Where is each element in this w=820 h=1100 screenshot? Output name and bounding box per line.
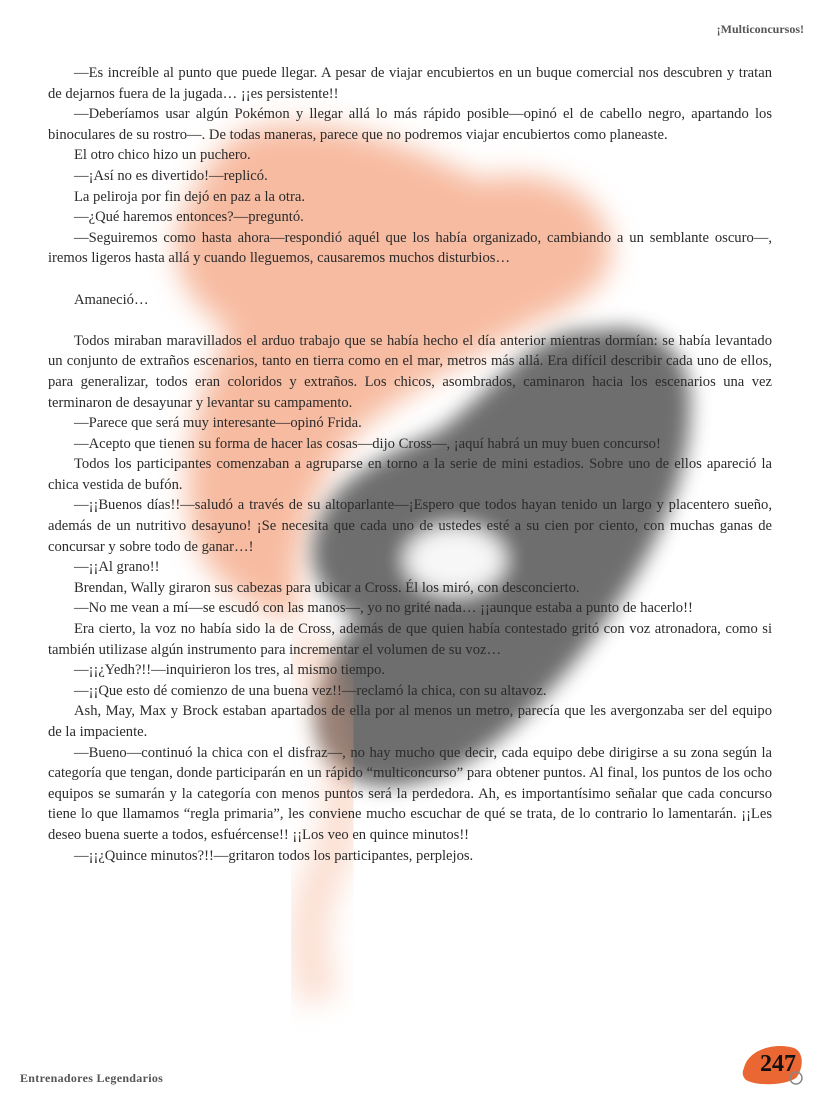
body-text: [48, 63, 772, 866]
paragraph: Ash, May, Max y Brock estaban apartados de ella por al menos un metro, parecía que les avergonzaba ser del equipo de la impaciente.: [48, 703, 772, 740]
paragraph: —Acepto que tienen su forma de hacer las cosas—dijo Cross—, ¡aquí habrá un muy buen concurso!: [74, 435, 661, 452]
paragraph: —¡Así no es divertido!—replicó.: [74, 167, 268, 184]
paragraph: —¡¡¿Yedh?!!—inquirieron los tres, al mismo tiempo.: [74, 662, 386, 679]
paragraph: Todos los participantes comenzaban a agruparse en torno a la serie de mini estadios. Sobre uno de ellos apareció la chica vestida de bufón.: [48, 456, 772, 493]
running-header: ¡Multiconcursos!: [716, 22, 804, 36]
paragraph: —Es increíble al punto que puede llegar. A pesar de viajar encubiertos en un buque comercial nos descubren y tratan de dejarnos fuera de la jugada… ¡¡es persistente!!: [48, 65, 772, 102]
paragraph: —¡¡Buenos días!!—saludó a través de su altoparlante—¡Espero que todos hayan tenido un largo y placentero sueño, además de un nutritivo desayuno! ¡Se necesita que cada uno de ustedes esté a su cien por ciento, con muchas ganas de concursar y sobre todo de ganar…!: [48, 497, 772, 555]
paragraph: —¡¡Que esto dé comienzo de una buena vez!!—reclamó la chica, con su altavoz.: [74, 682, 547, 699]
paragraph: Era cierto, la voz no había sido la de Cross, además de que quien había contestado gritó con voz atronadora, como si también utilizase algún instrumento para incrementar el volumen de su voz…: [48, 621, 772, 658]
running-footer: Entrenadores Legendarios: [20, 1071, 164, 1085]
page-number: 247: [760, 1051, 796, 1077]
scene-break-paragraph: Amaneció…: [74, 291, 149, 308]
paragraph: —Seguiremos como hasta ahora—respondió aquél que los había organizado, cambiando a un semblante oscuro—, iremos ligeros hasta allá y cuando lleguemos, causaremos muchos disturbios…: [48, 229, 772, 267]
paragraph: —¡¡¿Quince minutos?!!—gritaron todos los participantes, perplejos.: [74, 847, 474, 864]
paragraph: —Deberíamos usar algún Pokémon y llegar allá lo más rápido posible—opinó el de cabello negro, apartando los binoculares de su rostro—. De todas maneras, parece que no podremos viajar encubiertos como planeaste.: [48, 106, 772, 143]
paragraph: La peliroja por fin dejó en paz a la otra.: [74, 188, 305, 205]
paragraph: —No me vean a mí—se escudó con las manos—, yo no grité nada… ¡¡aunque estaba a punto de hacerlo!!: [74, 600, 693, 617]
paragraph: —Bueno—continuó la chica con el disfraz—, no hay mucho que decir, cada equipo debe dirigirse a su zona según la categoría que tengan, donde participarán en un rápido “multiconcurso” para obtener puntos. Al final, los puntos de los ocho equipos se sumarán y la categoría con menos puntos será la perdedora. Ah, es importantísimo señalar que cada concurso tiene lo que llamamos “regla primaria”, les conviene mucho escuchar de qué se trata, de lo contrario lo lamentarán. ¡¡Les deseo buena suerte a todos, esfuércense!! ¡¡Los veo en quince minutos!!: [48, 744, 772, 843]
paragraph: —Parece que será muy interesante—opinó Frida.: [74, 415, 362, 432]
paragraph: —¡¡Al grano!!: [74, 559, 160, 576]
paragraph: Brendan, Wally giraron sus cabezas para ubicar a Cross. Él los miró, con desconcierto.: [74, 579, 580, 596]
paragraph: Todos miraban maravillados el arduo trabajo que se había hecho el día anterior mientras dormían: se había levantado un conjunto de extraños escenarios, tanto en tierra como en el mar, metros más allá. Era difícil describir cada uno de ellos, para generalizar, todos eran coloridos y extraños. Los chicos, asombrados, caminaron hacia los escenarios una vez terminaron de desayunar y levantar su campamento.: [48, 332, 772, 411]
paragraph: El otro chico hizo un puchero.: [74, 147, 251, 164]
paragraph: —¿Qué haremos entonces?—preguntó.: [74, 209, 304, 226]
page-number-badge: [734, 1038, 806, 1088]
